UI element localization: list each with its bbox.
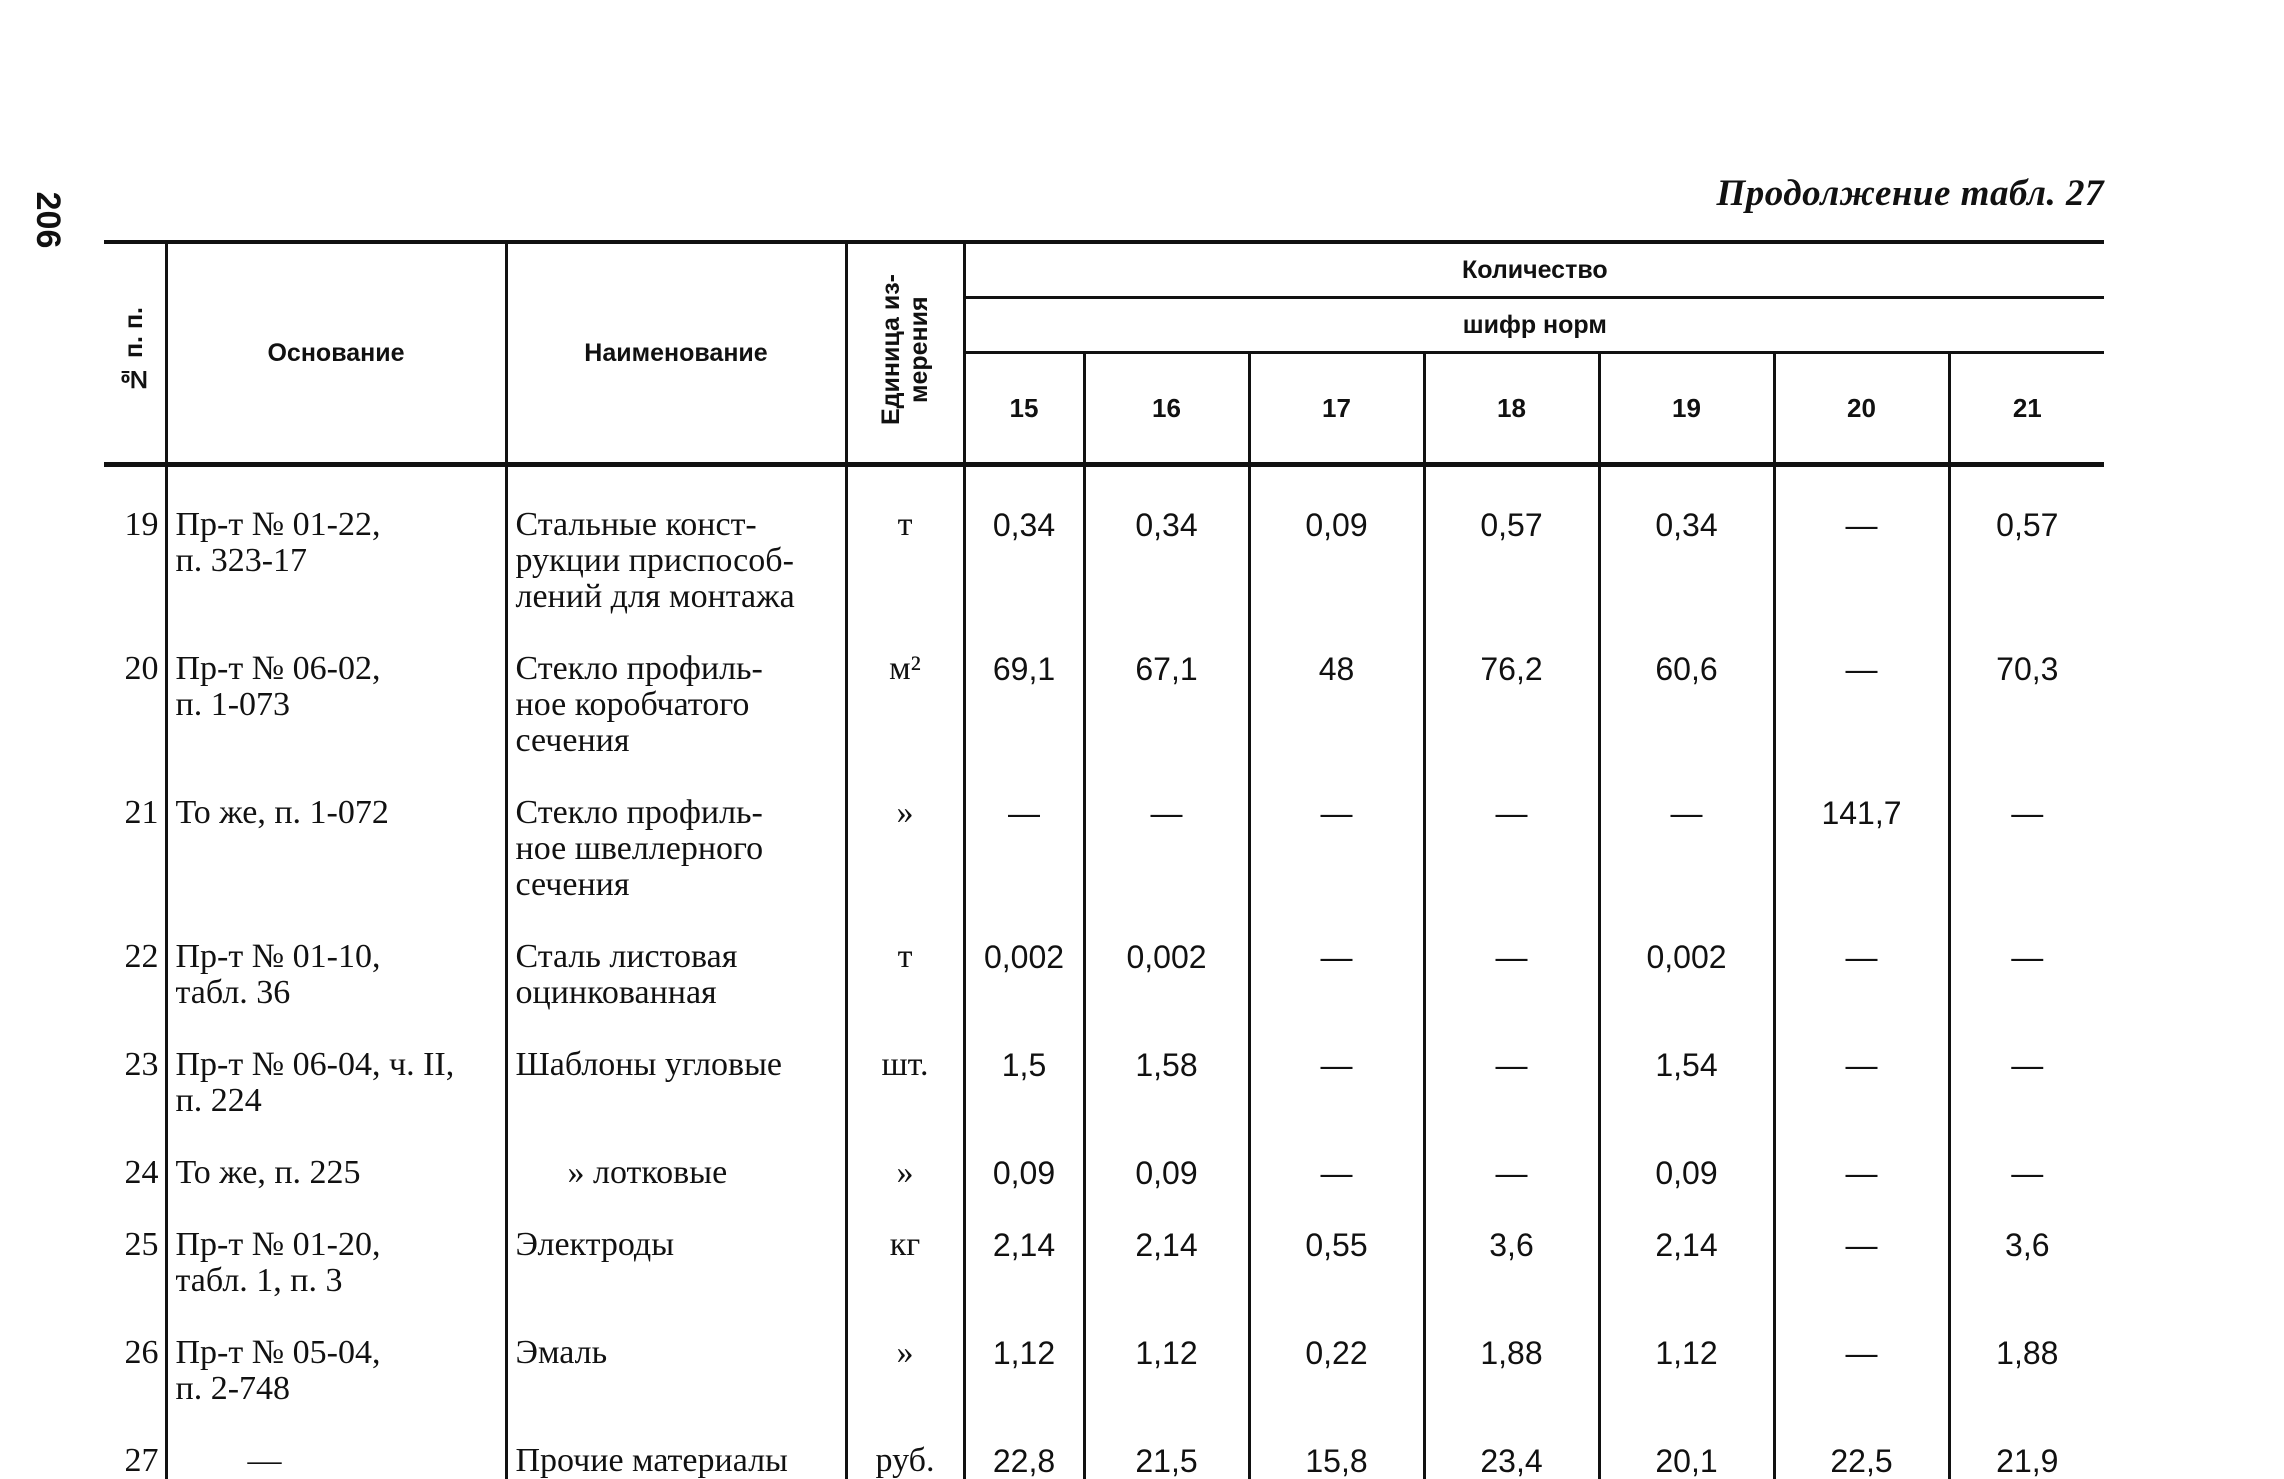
- row-unit: т: [846, 465, 964, 616]
- table-row: [104, 1407, 2104, 1479]
- row-basis: То же, п. 1-072: [166, 759, 506, 903]
- materials-table: [104, 240, 2104, 1479]
- row-value: 3,6: [1424, 1191, 1599, 1299]
- header-code: 17: [1249, 353, 1424, 465]
- row-value: —: [1949, 1011, 2104, 1119]
- row-name: Стекло профиль- ное коробчатого сечения: [506, 615, 846, 759]
- row-value: 22,5: [1774, 1407, 1949, 1479]
- row-value: 23,4: [1424, 1407, 1599, 1479]
- table-row: [104, 1191, 2104, 1299]
- row-number: 20: [104, 615, 166, 759]
- row-value: 0,09: [1249, 465, 1424, 616]
- row-basis: Пр-т № 06-04, ч. II, п. 224: [166, 1011, 506, 1119]
- table-row: [104, 1119, 2104, 1191]
- row-value: —: [1424, 903, 1599, 1011]
- row-value: —: [1424, 1011, 1599, 1119]
- header-basis: Основание: [166, 242, 506, 465]
- header-code-group: шифр норм: [964, 298, 2104, 353]
- header-code: 15: [964, 353, 1084, 465]
- row-value: 1,88: [1949, 1299, 2104, 1407]
- row-value: —: [1774, 903, 1949, 1011]
- row-unit: шт.: [846, 1011, 964, 1119]
- row-value: 0,34: [1084, 465, 1249, 616]
- row-unit: »: [846, 1119, 964, 1191]
- row-basis: Пр-т № 05-04, п. 2-748: [166, 1299, 506, 1407]
- row-value: 2,14: [964, 1191, 1084, 1299]
- row-value: 1,12: [964, 1299, 1084, 1407]
- row-number: 24: [104, 1119, 166, 1191]
- row-name: Шаблоны угловые: [506, 1011, 846, 1119]
- row-value: 69,1: [964, 615, 1084, 759]
- row-value: 0,34: [964, 465, 1084, 616]
- row-number: 22: [104, 903, 166, 1011]
- row-value: —: [1599, 759, 1774, 903]
- row-basis: Пр-т № 06-02, п. 1-073: [166, 615, 506, 759]
- table-row: [104, 615, 2104, 759]
- row-value: 20,1: [1599, 1407, 1774, 1479]
- row-value: 141,7: [1774, 759, 1949, 903]
- row-value: 0,09: [1084, 1119, 1249, 1191]
- row-basis: —: [166, 1407, 506, 1479]
- row-number: 23: [104, 1011, 166, 1119]
- row-value: 70,3: [1949, 615, 2104, 759]
- row-number: 26: [104, 1299, 166, 1407]
- row-basis: Пр-т № 01-20, табл. 1, п. 3: [166, 1191, 506, 1299]
- row-value: 3,6: [1949, 1191, 2104, 1299]
- row-name: Стекло профиль- ное швеллерного сечения: [506, 759, 846, 903]
- table-header: [104, 242, 2104, 465]
- row-value: 1,5: [964, 1011, 1084, 1119]
- table-body: [104, 465, 2104, 1479]
- row-value: 15,8: [1249, 1407, 1424, 1479]
- row-basis: Пр-т № 01-10, табл. 36: [166, 903, 506, 1011]
- row-value: —: [964, 759, 1084, 903]
- row-value: —: [1249, 759, 1424, 903]
- row-value: 0,22: [1249, 1299, 1424, 1407]
- row-value: 48: [1249, 615, 1424, 759]
- row-unit: кг: [846, 1191, 964, 1299]
- header-code: 16: [1084, 353, 1249, 465]
- row-name: Электроды: [506, 1191, 846, 1299]
- row-unit: »: [846, 1299, 964, 1407]
- row-name: Прочие материалы: [506, 1407, 846, 1479]
- row-value: —: [1249, 1119, 1424, 1191]
- header-number: № п. п.: [104, 242, 166, 465]
- row-value: —: [1774, 1191, 1949, 1299]
- row-value: 67,1: [1084, 615, 1249, 759]
- row-name: Стальные конст- рукции приспособ- лений для монтажа: [506, 465, 846, 616]
- row-value: —: [1424, 759, 1599, 903]
- row-value: 21,9: [1949, 1407, 2104, 1479]
- table-row: [104, 1011, 2104, 1119]
- row-value: 0,55: [1249, 1191, 1424, 1299]
- row-value: 0,002: [1084, 903, 1249, 1011]
- row-value: —: [1774, 465, 1949, 616]
- row-basis: То же, п. 225: [166, 1119, 506, 1191]
- row-value: 60,6: [1599, 615, 1774, 759]
- row-value: —: [1949, 1119, 2104, 1191]
- table-row: [104, 903, 2104, 1011]
- table-row: [104, 759, 2104, 903]
- row-value: 21,5: [1084, 1407, 1249, 1479]
- row-value: 0,57: [1424, 465, 1599, 616]
- row-value: 1,12: [1084, 1299, 1249, 1407]
- table-caption: Продолжение табл. 27: [1717, 172, 2104, 215]
- row-value: 0,002: [964, 903, 1084, 1011]
- table-row: [104, 465, 2104, 616]
- header-code: 20: [1774, 353, 1949, 465]
- table-row: [104, 1299, 2104, 1407]
- row-number: 25: [104, 1191, 166, 1299]
- row-value: 0,34: [1599, 465, 1774, 616]
- row-unit: т: [846, 903, 964, 1011]
- row-value: 0,09: [1599, 1119, 1774, 1191]
- row-unit: м²: [846, 615, 964, 759]
- row-value: 22,8: [964, 1407, 1084, 1479]
- row-value: —: [1249, 903, 1424, 1011]
- row-value: —: [1949, 759, 2104, 903]
- row-value: 2,14: [1084, 1191, 1249, 1299]
- row-value: —: [1774, 1119, 1949, 1191]
- header-code: 18: [1424, 353, 1599, 465]
- header-code: 21: [1949, 353, 2104, 465]
- row-value: 1,54: [1599, 1011, 1774, 1119]
- row-value: 2,14: [1599, 1191, 1774, 1299]
- row-value: 0,002: [1599, 903, 1774, 1011]
- page-number: 206: [18, 190, 78, 250]
- row-name: » лотковые: [506, 1119, 846, 1191]
- row-value: —: [1949, 903, 2104, 1011]
- row-value: 76,2: [1424, 615, 1599, 759]
- row-unit: »: [846, 759, 964, 903]
- materials-table-container: [104, 240, 2104, 1479]
- row-number: 27: [104, 1407, 166, 1479]
- row-unit: руб.: [846, 1407, 964, 1479]
- header-quantity: Количество: [964, 242, 2104, 298]
- header-code: 19: [1599, 353, 1774, 465]
- row-value: —: [1084, 759, 1249, 903]
- row-value: 1,12: [1599, 1299, 1774, 1407]
- row-name: Сталь листовая оцинкованная: [506, 903, 846, 1011]
- row-value: 1,58: [1084, 1011, 1249, 1119]
- row-name: Эмаль: [506, 1299, 846, 1407]
- header-name: Наименование: [506, 242, 846, 465]
- row-number: 19: [104, 465, 166, 616]
- row-value: —: [1774, 1299, 1949, 1407]
- row-value: 0,09: [964, 1119, 1084, 1191]
- row-value: 1,88: [1424, 1299, 1599, 1407]
- row-basis: Пр-т № 01-22, п. 323-17: [166, 465, 506, 616]
- row-value: 0,57: [1949, 465, 2104, 616]
- row-value: —: [1249, 1011, 1424, 1119]
- row-number: 21: [104, 759, 166, 903]
- row-value: —: [1774, 615, 1949, 759]
- header-unit: Единица из- мерения: [846, 242, 964, 465]
- row-value: —: [1774, 1011, 1949, 1119]
- row-value: —: [1424, 1119, 1599, 1191]
